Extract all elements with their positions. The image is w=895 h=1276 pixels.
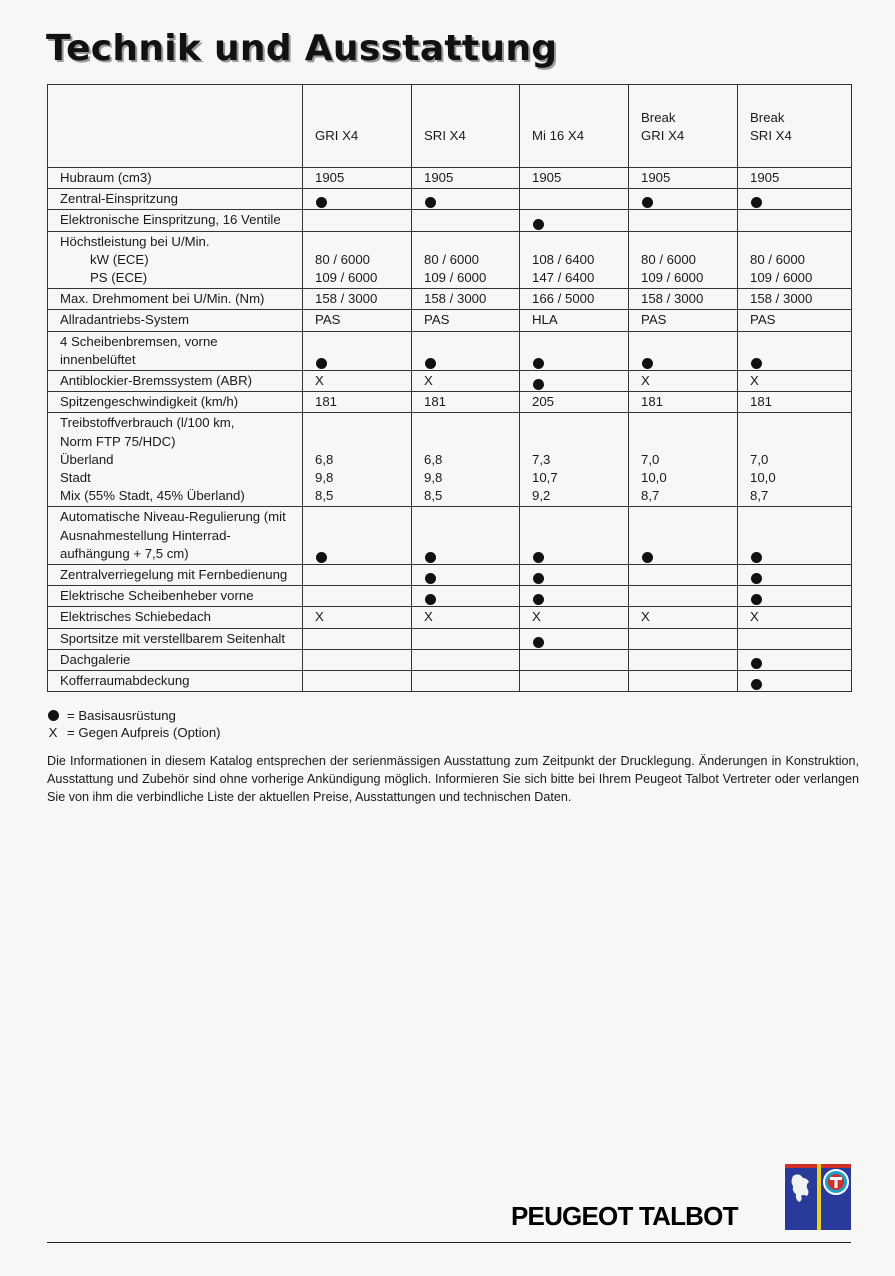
row-label-line: innenbelüftet [60, 351, 136, 367]
model-line-2: SRI X4 [424, 127, 466, 143]
value-cell [303, 189, 412, 210]
peugeot-lion-icon [785, 1164, 817, 1230]
page-title: Technik und Ausstattung [46, 28, 558, 69]
cell-value: 1905 [315, 170, 345, 185]
cell-value: 158 / 3000 [424, 291, 487, 307]
cell-value: X [315, 373, 324, 389]
cell-value: X [424, 373, 433, 389]
value-cell [738, 371, 852, 392]
row-label [48, 189, 303, 210]
bullet-icon [751, 552, 762, 563]
row-label-line: Mix (55% Stadt, 45% Überland) [60, 488, 245, 504]
cell-value: 6,8 [424, 451, 443, 467]
bullet-icon [316, 197, 327, 208]
row-label-line: aufhängung + 7,5 cm) [60, 545, 189, 561]
cell-value: 7,0 [641, 451, 660, 467]
table-row [48, 586, 852, 607]
header-model-3 [629, 85, 738, 168]
table-row [48, 168, 852, 189]
row-label [48, 289, 303, 310]
table-row [48, 210, 852, 231]
cell-value: 9,2 [532, 488, 551, 504]
value-cell [412, 331, 520, 370]
value-cell [738, 189, 852, 210]
value-cell [520, 671, 629, 692]
row-label [48, 392, 303, 413]
cell-value: 181 [750, 394, 773, 410]
value-cell [629, 649, 738, 670]
legend-option-text: = Gegen Aufpreis (Option) [67, 725, 221, 740]
value-cell [412, 565, 520, 586]
cell-value: 109 / 6000 [424, 270, 487, 286]
cell-value: PAS [424, 312, 450, 328]
row-label-line: Höchstleistung bei U/Min. [60, 233, 210, 249]
value-cell [303, 210, 412, 231]
value-cell [303, 392, 412, 413]
cell-value: X [641, 609, 650, 625]
row-sublabel: PS (ECE) [90, 270, 148, 286]
value-cell [303, 289, 412, 310]
cell-value: 166 / 5000 [532, 291, 595, 307]
value-cell [412, 210, 520, 231]
cell-value: 109 / 6000 [641, 270, 704, 286]
cell-value: 1905 [750, 170, 780, 185]
row-label [48, 671, 303, 692]
value-cell [412, 231, 520, 289]
value-cell [738, 649, 852, 670]
bullet-icon [751, 658, 762, 669]
value-cell [629, 189, 738, 210]
cell-value: X [424, 609, 433, 625]
model-line-1: Break [641, 109, 676, 125]
legend-x-symbol: X [48, 725, 58, 740]
table-row [48, 189, 852, 210]
value-cell [412, 671, 520, 692]
value-cell [629, 507, 738, 565]
value-cell [303, 649, 412, 670]
cell-value: 7,0 [750, 451, 769, 467]
cell-value: 6,8 [315, 451, 334, 467]
value-cell [738, 586, 852, 607]
cell-value: 80 / 6000 [315, 251, 370, 267]
model-line-2: GRI X4 [641, 127, 685, 143]
cell-value: 1905 [641, 170, 671, 185]
table-row [48, 671, 852, 692]
table-row [48, 607, 852, 628]
legend-basis-text: = Basisausrüstung [67, 708, 176, 723]
bullet-icon [751, 594, 762, 605]
value-cell [629, 289, 738, 310]
cell-value: X [315, 609, 324, 625]
bullet-icon [425, 358, 436, 369]
cell-value: 80 / 6000 [424, 251, 479, 267]
table-row [48, 371, 852, 392]
value-cell [738, 392, 852, 413]
row-label-line: Automatische Niveau-Regulierung (mit [60, 509, 286, 525]
value-cell [520, 310, 629, 331]
cell-value: 109 / 6000 [315, 270, 378, 286]
cell-value: 181 [424, 394, 447, 410]
value-cell [629, 168, 738, 189]
cell-value: 10,0 [641, 470, 667, 486]
row-label-line: Antiblockier-Bremssystem (ABR) [60, 373, 252, 389]
value-cell [738, 671, 852, 692]
cell-value: 8,5 [424, 488, 443, 504]
value-cell [520, 628, 629, 649]
value-cell [303, 586, 412, 607]
cell-value: 7,3 [532, 451, 551, 467]
row-label-line: Zentralverriegelung mit Fernbedienung [60, 567, 288, 583]
bottom-rule [47, 1242, 851, 1243]
bullet-icon [533, 594, 544, 605]
row-sublabel: kW (ECE) [90, 251, 149, 267]
value-cell [520, 392, 629, 413]
row-label [48, 586, 303, 607]
row-label-line: 4 Scheibenbremsen, vorne [60, 333, 218, 349]
bullet-icon [425, 573, 436, 584]
value-cell [412, 413, 520, 507]
value-cell [520, 565, 629, 586]
bullet-icon [751, 573, 762, 584]
bullet-icon [533, 358, 544, 369]
table-row [48, 310, 852, 331]
value-cell [629, 413, 738, 507]
value-cell [629, 371, 738, 392]
value-cell [303, 628, 412, 649]
model-line-2: SRI X4 [750, 127, 792, 143]
row-label-line: Hubraum (cm3) [60, 170, 152, 185]
value-cell [738, 607, 852, 628]
row-label-line: Max. Drehmoment bei U/Min. (Nm) [60, 291, 265, 307]
value-cell [629, 607, 738, 628]
value-cell [738, 289, 852, 310]
value-cell [520, 413, 629, 507]
cell-value: 109 / 6000 [750, 270, 813, 286]
value-cell [629, 671, 738, 692]
row-label [48, 231, 303, 289]
cell-value: X [750, 609, 759, 625]
bullet-icon [425, 552, 436, 563]
cell-value: 1905 [532, 170, 562, 185]
cell-value: 147 / 6400 [532, 270, 595, 286]
value-cell [412, 607, 520, 628]
cell-value: HLA [532, 312, 558, 328]
row-label [48, 507, 303, 565]
value-cell [738, 331, 852, 370]
row-label-line: Treibstoffverbrauch (l/100 km, [60, 415, 235, 431]
bullet-icon [533, 637, 544, 648]
row-label-line: Spitzengeschwindigkeit (km/h) [60, 394, 239, 410]
value-cell [412, 507, 520, 565]
value-cell [412, 649, 520, 670]
value-cell [520, 649, 629, 670]
row-label-line: Norm FTP 75/HDC) [60, 433, 176, 449]
cell-value: 181 [315, 394, 338, 410]
table-row [48, 392, 852, 413]
row-label [48, 310, 303, 331]
value-cell [520, 289, 629, 310]
value-cell [629, 586, 738, 607]
cell-value: 10,7 [532, 470, 558, 486]
value-cell [629, 310, 738, 331]
header-model-2 [520, 85, 629, 168]
cell-value: 205 [532, 394, 555, 410]
bullet-icon [642, 197, 653, 208]
bullet-icon [533, 219, 544, 230]
value-cell [738, 168, 852, 189]
row-label-line: Elektronische Einspritzung, 16 Ventile [60, 212, 281, 228]
cell-value: X [750, 373, 759, 389]
value-cell [412, 168, 520, 189]
value-cell [412, 189, 520, 210]
row-label [48, 628, 303, 649]
value-cell [520, 586, 629, 607]
bullet-icon [533, 573, 544, 584]
cell-value: 158 / 3000 [641, 291, 704, 307]
value-cell [738, 565, 852, 586]
value-cell [412, 289, 520, 310]
row-label-line: Elektrische Scheibenheber vorne [60, 588, 254, 604]
value-cell [738, 231, 852, 289]
cell-value: X [532, 609, 541, 625]
bullet-icon [751, 358, 762, 369]
value-cell [303, 607, 412, 628]
table-row [48, 231, 852, 289]
row-label [48, 413, 303, 507]
table-row [48, 289, 852, 310]
cell-value: 8,7 [750, 488, 769, 504]
value-cell [412, 371, 520, 392]
bullet-icon [751, 679, 762, 690]
cell-value: PAS [315, 312, 341, 328]
bullet-icon [316, 358, 327, 369]
value-cell [520, 371, 629, 392]
bullet-icon [425, 594, 436, 605]
value-cell [520, 168, 629, 189]
row-label-line: Sportsitze mit verstellbarem Seitenhalt [60, 630, 286, 646]
header-empty-cell [48, 85, 303, 168]
value-cell [520, 607, 629, 628]
bullet-icon [48, 710, 59, 721]
value-cell [303, 671, 412, 692]
value-cell [412, 310, 520, 331]
bullet-icon [642, 358, 653, 369]
table-row [48, 331, 852, 370]
value-cell [303, 231, 412, 289]
value-cell [629, 392, 738, 413]
cell-value: 158 / 3000 [750, 291, 813, 307]
brand-wordmark: PEUGEOT TALBOT [511, 1201, 738, 1231]
bullet-icon [642, 552, 653, 563]
row-label-line: Stadt [60, 470, 91, 486]
value-cell [303, 507, 412, 565]
bullet-icon [425, 197, 436, 208]
cell-value: 9,8 [315, 470, 334, 486]
row-label [48, 331, 303, 370]
row-label-line: Elektrisches Schiebedach [60, 609, 212, 625]
row-label [48, 607, 303, 628]
value-cell [738, 413, 852, 507]
cell-value: PAS [750, 312, 776, 328]
row-label-line: Zentral-Einspritzung [60, 191, 179, 207]
bullet-icon [751, 197, 762, 208]
table-header-row [48, 85, 852, 168]
cell-value: 158 / 3000 [315, 291, 378, 307]
table-row [48, 649, 852, 670]
value-cell [520, 210, 629, 231]
value-cell [629, 565, 738, 586]
cell-value: 9,8 [424, 470, 443, 486]
value-cell [303, 310, 412, 331]
value-cell [303, 371, 412, 392]
value-cell [520, 189, 629, 210]
table-row [48, 565, 852, 586]
row-label [48, 565, 303, 586]
value-cell [303, 331, 412, 370]
cell-value: 80 / 6000 [750, 251, 805, 267]
value-cell [629, 210, 738, 231]
value-cell [520, 331, 629, 370]
value-cell [412, 628, 520, 649]
row-label [48, 210, 303, 231]
value-cell [738, 310, 852, 331]
model-line-2: Mi 16 X4 [532, 127, 585, 143]
cell-value: PAS [641, 312, 667, 328]
model-line-1: Break [750, 109, 785, 125]
table-row [48, 628, 852, 649]
bullet-icon [533, 552, 544, 563]
cell-value: 10,0 [750, 470, 776, 486]
row-label-line: Kofferraumabdeckung [60, 673, 190, 689]
value-cell [738, 210, 852, 231]
header-model-0 [303, 85, 412, 168]
value-cell [629, 231, 738, 289]
cell-value: 108 / 6400 [532, 251, 595, 267]
table-row [48, 413, 852, 507]
value-cell [303, 168, 412, 189]
value-cell [412, 392, 520, 413]
legend-item-option [47, 724, 221, 741]
value-cell [412, 586, 520, 607]
cell-value: 181 [641, 394, 664, 410]
row-label [48, 168, 303, 189]
cell-value: 1905 [424, 170, 454, 185]
value-cell [303, 565, 412, 586]
footnote: Die Informationen in diesem Katalog entsprechen der serienmässigen Ausstattung zum Zeitpunkt der Drucklegung. Änderungen in Konstruktion, Ausstattung und Zubehör sind ohne vorherige Ankündigung möglich. Informieren Sie sich bitte bei Ihrem Peugeot Talbot Vertreter oder verlangen Sie von ihm die verbindliche Liste der aktuellen Preise, Ausstattungen und technischen Daten. [47, 754, 859, 804]
table-row [48, 507, 852, 565]
header-model-4 [738, 85, 852, 168]
legend-item-basis [47, 707, 221, 724]
value-cell [303, 413, 412, 507]
bullet-icon [316, 552, 327, 563]
spec-table [47, 84, 852, 692]
row-label [48, 371, 303, 392]
cell-value: 8,7 [641, 488, 660, 504]
row-label-line: Überland [60, 451, 114, 467]
model-line-2: GRI X4 [315, 127, 359, 143]
cell-value: 80 / 6000 [641, 251, 696, 267]
value-cell [738, 507, 852, 565]
header-model-1 [412, 85, 520, 168]
value-cell [738, 628, 852, 649]
value-cell [520, 507, 629, 565]
row-label-line: Ausnahmestellung Hinterrad- [60, 527, 231, 543]
legend [47, 707, 221, 741]
bullet-icon [533, 379, 544, 390]
talbot-t-icon [817, 1164, 851, 1230]
row-label-line: Dachgalerie [60, 651, 131, 667]
cell-value: X [641, 373, 650, 389]
row-label-line: Allradantriebs-System [60, 312, 189, 328]
value-cell [629, 331, 738, 370]
row-label [48, 649, 303, 670]
value-cell [520, 231, 629, 289]
cell-value: 8,5 [315, 488, 334, 504]
value-cell [629, 628, 738, 649]
